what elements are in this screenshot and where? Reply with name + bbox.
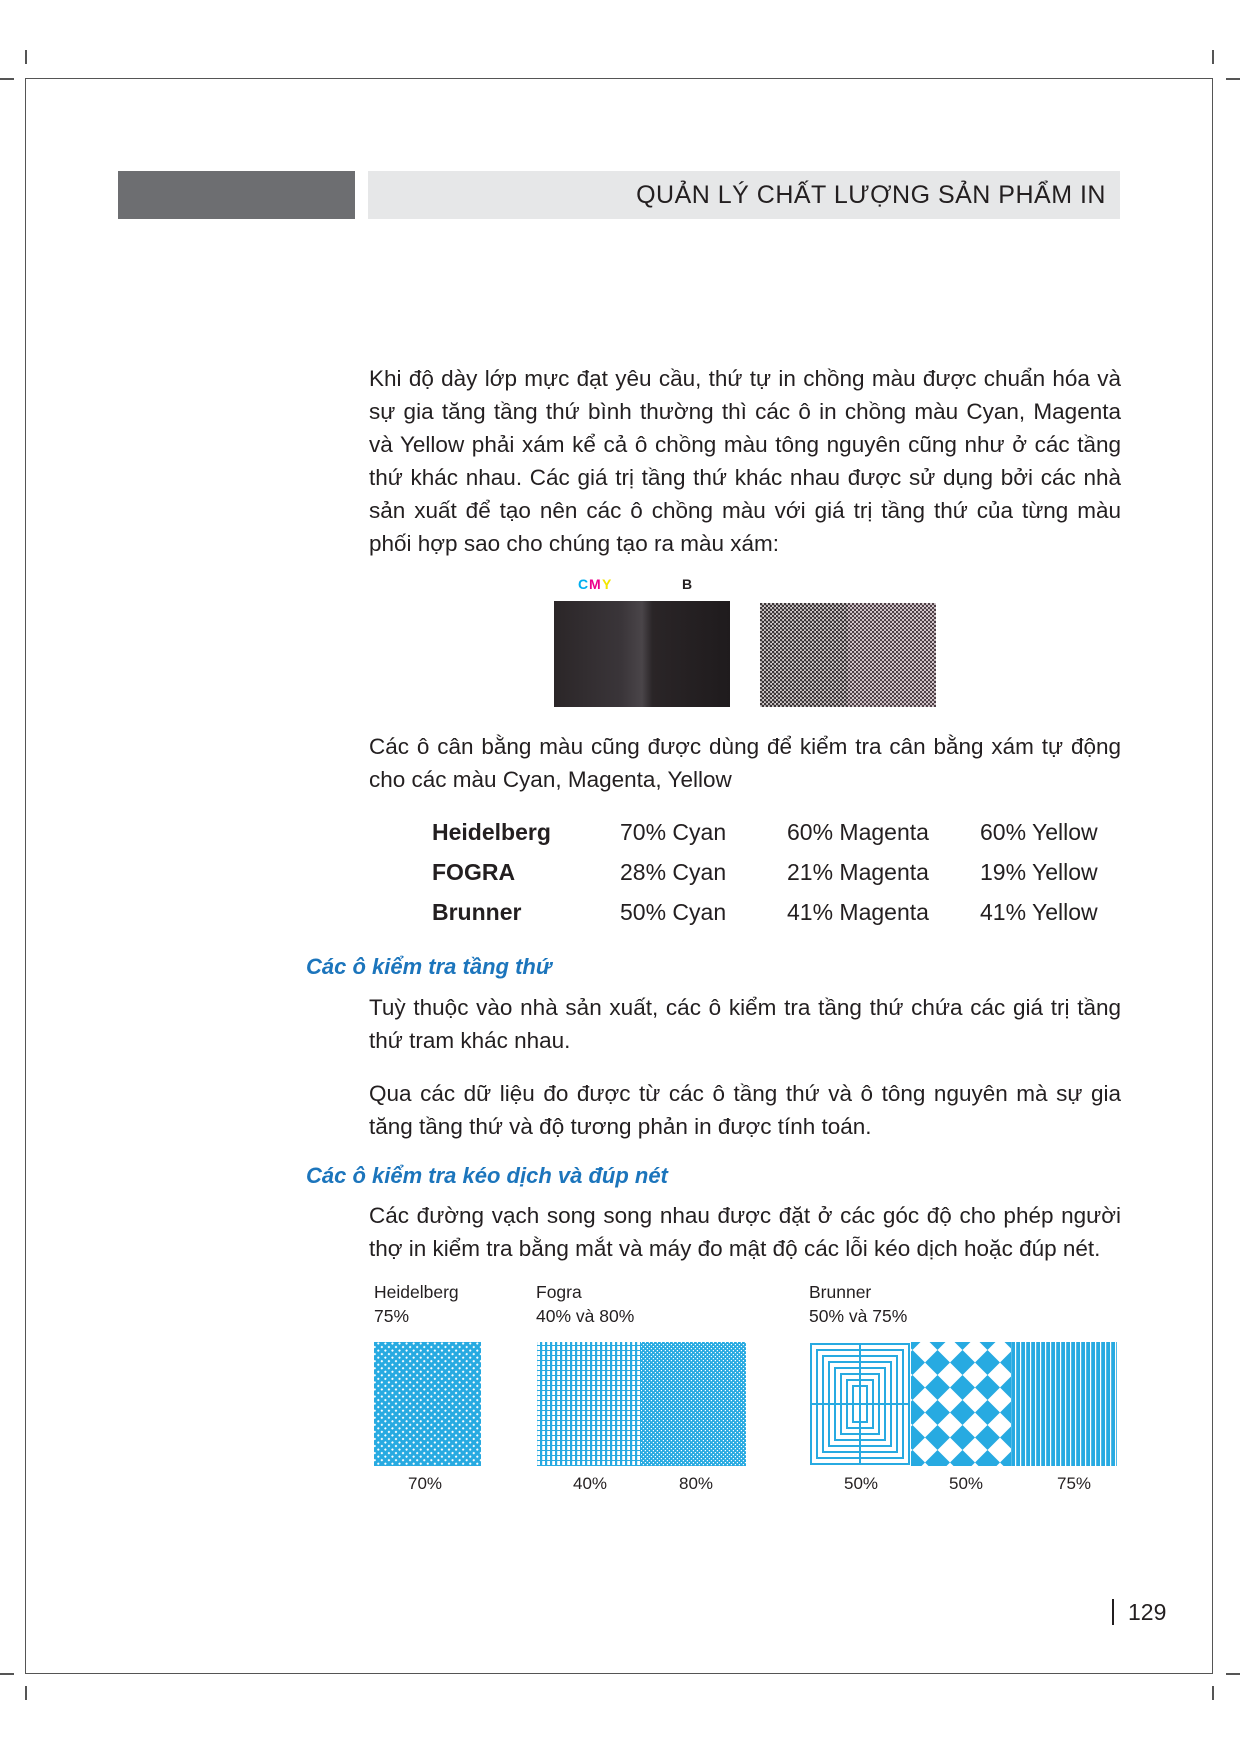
brunner-patch-concentric bbox=[809, 1342, 911, 1466]
fogra-label: Fogra bbox=[536, 1282, 582, 1302]
brand-cell: FOGRA bbox=[432, 858, 516, 885]
cyan-cell: 70% Cyan bbox=[620, 818, 727, 845]
caption-brunner-75: 75% bbox=[1056, 1474, 1092, 1493]
cyan-cell: 28% Cyan bbox=[620, 858, 727, 885]
magenta-cell: 60% Magenta bbox=[787, 818, 929, 845]
caption-fogra-40: 40% bbox=[572, 1474, 608, 1493]
page-number-divider bbox=[1112, 1599, 1114, 1625]
balance-paragraph: Các ô cân bằng màu cũng được dùng để kiểm tra cân bằng xám tự động cho các màu Cyan, Magenta, Yellow bbox=[369, 734, 1121, 792]
fogra-patch-80 bbox=[641, 1342, 746, 1466]
tone-paragraph-1: Tuỳ thuộc vào nhà sản xuất, các ô kiểm tra tầng thứ chứa các giá trị tầng thứ tram khác nhau. bbox=[369, 995, 1121, 1053]
heidelberg-label: Heidelberg bbox=[374, 1282, 459, 1302]
chapter-title: QUẢN LÝ CHẤT LƯỢNG SẢN PHẨM IN bbox=[636, 181, 1106, 209]
brunner-patch-checker bbox=[911, 1342, 1011, 1466]
brand-cell: Heidelberg bbox=[432, 818, 551, 845]
slur-paragraph: Các đường vạch song song nhau được đặt ở các góc độ cho phép người thợ in kiểm tra bằng mắt và máy đo mật độ các lỗi kéo dịch hoặc đúp nét. bbox=[369, 1203, 1121, 1261]
brunner-label: Brunner bbox=[809, 1282, 872, 1302]
yellow-cell: 60% Yellow bbox=[980, 818, 1098, 845]
label-y: Y bbox=[602, 576, 612, 592]
fogra-patch-40 bbox=[537, 1342, 641, 1466]
yellow-cell: 41% Yellow bbox=[980, 898, 1098, 925]
heidelberg-value: 75% bbox=[374, 1306, 410, 1326]
page-number: 129 bbox=[1128, 1598, 1167, 1625]
magenta-cell: 41% Magenta bbox=[787, 898, 929, 925]
heidelberg-patch bbox=[374, 1342, 481, 1466]
section-heading-tone: Các ô kiểm tra tầng thứ bbox=[306, 954, 552, 979]
page-number-block bbox=[1112, 1597, 1166, 1627]
label-b: B bbox=[682, 576, 693, 592]
label-m: M bbox=[589, 576, 601, 592]
caption-fogra-80: 80% bbox=[678, 1474, 714, 1493]
caption-brunner-50b: 50% bbox=[948, 1474, 984, 1493]
intro-paragraph: Khi độ dày lớp mực đạt yêu cầu, thứ tự in chồng màu được chuẩn hóa và sự gia tăng tầng thứ bình thường thì các ô in chồng màu Cyan, Magenta và Yellow phải xám kể cả ô chồng màu tông nguyên cũng như ở các tầng thứ khác nhau. Các giá trị tầng thứ khác nhau được sử dụng bởi các nhà sản xuất để tạo nên các ô chồng màu với giá trị tầng thứ của từng màu phối hợp sao cho chúng tạo ra màu xám: bbox=[369, 366, 1121, 556]
magenta-cell: 21% Magenta bbox=[787, 858, 929, 885]
section-heading-slur: Các ô kiểm tra kéo dịch và đúp nét bbox=[306, 1163, 668, 1188]
brunner-patch-75 bbox=[1011, 1342, 1117, 1466]
cyan-cell: 50% Cyan bbox=[620, 898, 727, 925]
caption-brunner-50a: 50% bbox=[843, 1474, 879, 1493]
brunner-value: 50% và 75% bbox=[809, 1306, 908, 1326]
fogra-value: 40% và 80% bbox=[536, 1306, 635, 1326]
brand-cell: Brunner bbox=[432, 898, 522, 925]
label-c: C bbox=[578, 576, 589, 592]
yellow-cell: 19% Yellow bbox=[980, 858, 1098, 885]
tone-paragraph-2: Qua các dữ liệu đo được từ các ô tầng thứ và ô tông nguyên mà sự gia tăng tầng thứ và độ tương phản in được tính toán. bbox=[369, 1081, 1121, 1139]
caption-heidelberg: 70% bbox=[407, 1474, 443, 1493]
